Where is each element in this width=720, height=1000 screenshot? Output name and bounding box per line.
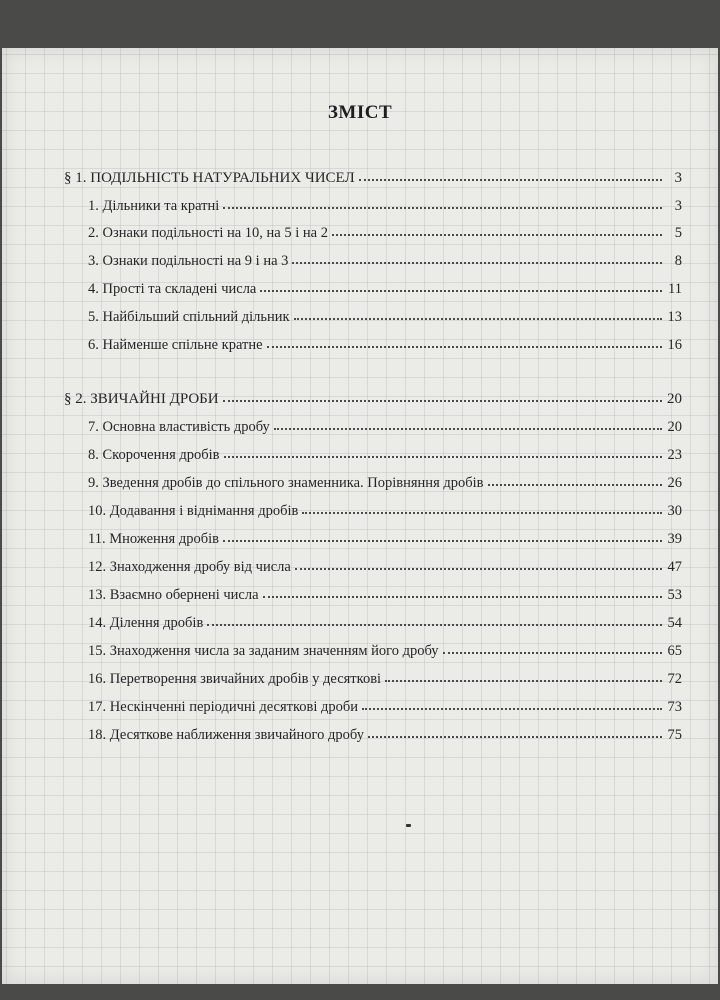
toc-item-title: 14. Ділення дробів [88,615,204,631]
toc-section-2 [64,391,682,408]
document-page [2,48,718,984]
toc-page-number: 13 [667,309,682,325]
toc-item [88,198,682,215]
dot-leader [224,453,662,458]
dot-leader [488,481,663,486]
toc-item [88,699,682,716]
toc-item-title: 3. Ознаки подільності на 9 і на 3 [88,253,289,269]
toc-item-title: 11. Множення дробів [88,531,219,547]
toc-section-1 [64,170,682,187]
toc-item-title: 5. Найбільший спільний дільник [88,309,290,325]
dot-leader [385,677,662,682]
toc-item [88,503,682,520]
toc-item [88,419,682,436]
toc-page-number: 53 [667,587,682,603]
dot-leader [295,565,662,570]
toc-page-number: 11 [668,281,682,297]
dot-leader [274,425,662,430]
dot-leader [368,733,662,738]
dot-leader [223,537,662,542]
toc-item [88,615,682,632]
toc-page-number: 3 [674,198,682,214]
toc-item-title: 16. Перетворення звичайних дробів у десяткові [88,671,382,687]
toc-page-number: 26 [667,475,682,491]
toc-page-number: 20 [667,419,682,435]
toc-page-number: 54 [667,615,682,631]
toc-item-title: 8. Скорочення дробів [88,447,220,463]
dot-leader [294,315,662,320]
toc-item [88,671,682,688]
toc-item [88,559,682,576]
toc-item-title: 2. Ознаки подільності на 10, на 5 і на 2 [88,225,328,241]
toc-item-title: 10. Додавання і віднімання дробів [88,503,299,519]
toc-page-number: 8 [674,253,682,269]
dot-leader [267,343,662,348]
toc-item-title: 15. Знаходження числа за заданим значенням його дробу [88,643,439,659]
toc-page-number: 5 [674,225,682,241]
dot-leader [292,259,662,264]
dot-leader [263,593,662,598]
toc-item [88,447,682,464]
dot-leader [207,621,662,626]
toc-item-title: 4. Прості та складені числа [88,281,257,297]
toc-item-title: 6. Найменше спільне кратне [88,337,263,353]
toc-item-title: 1. Дільники та кратні [88,198,220,214]
toc-item [88,253,682,270]
toc-page-number: 16 [667,337,682,353]
toc-page-number: 75 [667,727,682,743]
toc-item [88,727,682,744]
page-title: ЗМІСТ [327,102,393,123]
toc-item [88,587,682,604]
toc-item-title: 9. Зведення дробів до спільного знаменника. Порівняння дробів [88,475,484,491]
dot-leader [302,509,662,514]
toc-item [88,337,682,354]
toc-item-title: 18. Десяткове наближення звичайного дробу [88,727,364,743]
toc-item [88,643,682,660]
dot-leader [223,397,662,402]
toc-item [88,531,682,548]
toc-page-number: 39 [667,531,682,547]
toc-page-number: 20 [667,391,682,407]
toc-item [88,225,682,242]
toc-page-number: 3 [674,170,682,186]
ink-mark [406,824,411,827]
dot-leader [443,649,662,654]
toc-page-number: 73 [667,699,682,715]
toc-page-number: 23 [667,447,682,463]
toc-item [88,475,682,492]
toc-page-number: 65 [667,643,682,659]
toc-item-title: 7. Основна властивість дробу [88,419,270,435]
toc-page-number: 72 [667,671,682,687]
toc-page-number: 47 [667,559,682,575]
toc-item-title: 12. Знаходження дробу від числа [88,559,291,575]
dot-leader [260,287,662,292]
toc-section-title: § 2. ЗВИЧАЙНІ ДРОБИ [64,391,219,407]
toc-item-title: 17. Нескінченні періодичні десяткові дроби [88,699,359,715]
dot-leader [359,176,662,181]
toc-page-number: 30 [667,503,682,519]
toc-item-title: 13. Взаємно обернені числа [88,587,259,603]
dot-leader [332,231,662,236]
toc-section-title: § 1. ПОДІЛЬНІСТЬ НАТУРАЛЬНИХ ЧИСЕЛ [64,170,355,186]
toc-item [88,309,682,326]
toc-item [88,281,682,298]
dot-leader [223,204,662,209]
dot-leader [362,705,662,710]
